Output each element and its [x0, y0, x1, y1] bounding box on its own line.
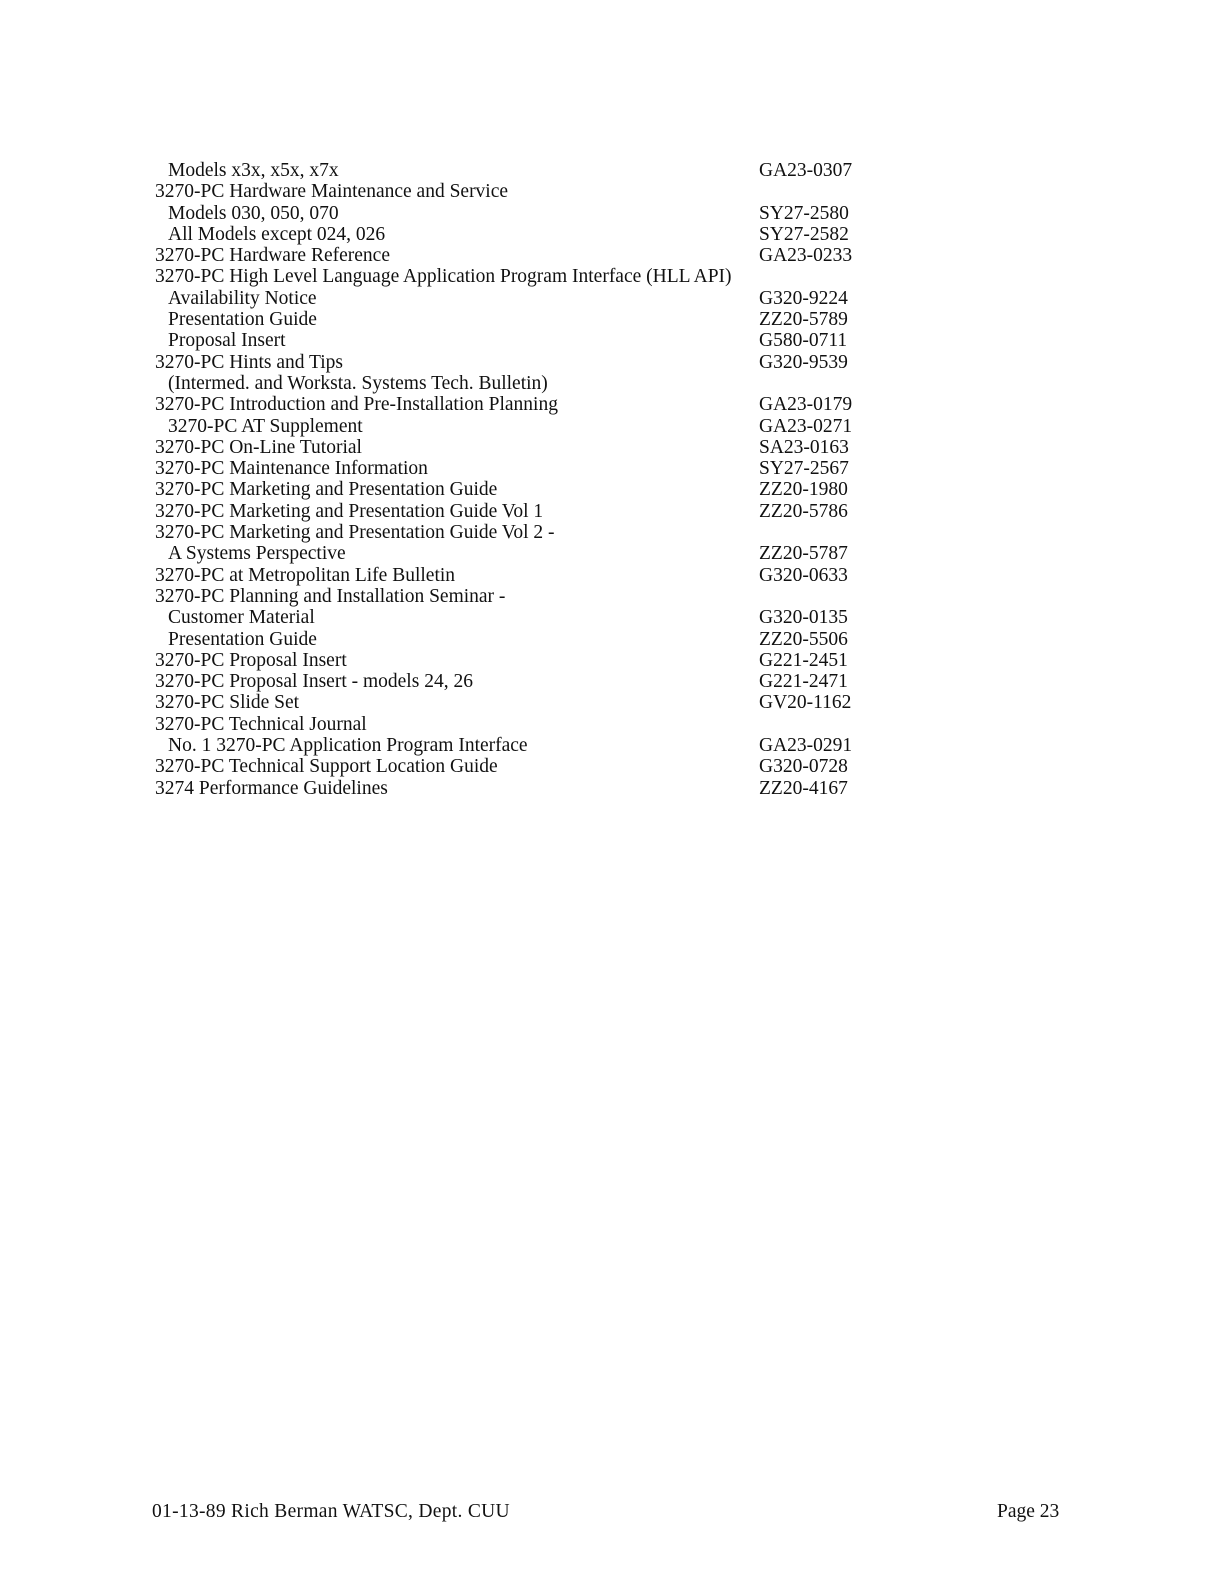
publication-title: No. 1 3270-PC Application Program Interface	[168, 735, 528, 757]
publication-code: SY27-2582	[759, 223, 849, 245]
publication-code: G320-0633	[759, 564, 848, 586]
publication-row	[155, 522, 875, 543]
publication-row	[155, 714, 875, 735]
publication-title: Customer Material	[168, 607, 315, 629]
publication-row	[155, 565, 875, 586]
publication-row	[155, 203, 875, 224]
publication-row	[155, 458, 875, 479]
publication-row	[155, 650, 875, 671]
publication-title: 3270-PC Marketing and Presentation Guide Vol 2 -	[155, 522, 555, 544]
publication-code: GA23-0307	[759, 160, 853, 181]
publication-title: 3270-PC Hardware Maintenance and Service	[155, 181, 509, 203]
publication-row	[155, 309, 875, 330]
publication-title: All Models except 024, 026	[168, 223, 386, 245]
page-number: Page 23	[997, 1501, 1060, 1522]
publication-code: G320-0728	[759, 756, 848, 778]
publication-title: (Intermed. and Worksta. Systems Tech. Bulletin)	[168, 372, 548, 394]
publication-code: SY27-2580	[759, 202, 849, 224]
publication-code: G320-9539	[759, 351, 848, 373]
publication-title: 3270-PC Technical Journal	[155, 713, 367, 735]
publication-row	[155, 543, 875, 564]
publication-title: 3270-PC High Level Language Application Program Interface (HLL API)	[155, 266, 732, 288]
publication-row	[155, 373, 875, 394]
publication-title: 3274 Performance Guidelines	[155, 777, 388, 799]
publication-title: Proposal Insert	[168, 330, 286, 352]
publication-row	[155, 735, 875, 756]
publication-row	[155, 416, 875, 437]
publication-title: Presentation Guide	[168, 309, 317, 331]
publication-title: 3270-PC Marketing and Presentation Guide Vol 1	[155, 500, 544, 522]
publication-row	[155, 437, 875, 458]
publication-row	[155, 352, 875, 373]
publication-row	[155, 288, 875, 309]
publication-title: A Systems Perspective	[168, 543, 346, 565]
publication-row	[155, 671, 875, 692]
publication-list	[155, 160, 875, 799]
publication-code: GA23-0233	[759, 245, 853, 267]
publication-code: ZZ20-5789	[759, 309, 848, 331]
publication-title: Models x3x, x5x, x7x	[168, 160, 339, 181]
publication-code: GA23-0291	[759, 735, 853, 757]
publication-code: ZZ20-1980	[759, 479, 848, 501]
publication-row	[155, 330, 875, 351]
publication-title: 3270-PC Technical Support Location Guide	[155, 756, 498, 778]
publication-title: 3270-PC Marketing and Presentation Guide	[155, 479, 498, 501]
publication-row	[155, 501, 875, 522]
publication-code: G580-0711	[759, 330, 848, 352]
publication-row	[155, 394, 875, 415]
publication-title: 3270-PC Planning and Installation Seminar -	[155, 585, 506, 607]
publication-row	[155, 756, 875, 777]
publication-title: Models 030, 050, 070	[168, 202, 339, 224]
publication-code: SA23-0163	[759, 436, 849, 458]
publication-title: 3270-PC AT Supplement	[168, 415, 363, 437]
publication-row	[155, 245, 875, 266]
publication-row	[155, 586, 875, 607]
publication-title: 3270-PC Proposal Insert - models 24, 26	[155, 671, 473, 693]
publication-code: ZZ20-4167	[759, 777, 848, 799]
publication-code: ZZ20-5787	[759, 543, 848, 565]
publication-row	[155, 266, 875, 287]
publication-code: G320-0135	[759, 607, 848, 629]
publication-title: 3270-PC Hardware Reference	[155, 245, 390, 267]
publication-title: 3270-PC at Metropolitan Life Bulletin	[155, 564, 456, 586]
publication-row	[155, 479, 875, 500]
publication-code: ZZ20-5506	[759, 628, 848, 650]
publication-title: Presentation Guide	[168, 628, 317, 650]
publication-title: 3270-PC Introduction and Pre-Installation Planning	[155, 394, 558, 416]
publication-code: G221-2471	[759, 671, 848, 693]
publication-row	[155, 607, 875, 628]
publication-title: 3270-PC Maintenance Information	[155, 458, 428, 480]
publication-row	[155, 224, 875, 245]
publication-row	[155, 692, 875, 713]
publication-title: 3270-PC On-Line Tutorial	[155, 436, 362, 458]
publication-row	[155, 181, 875, 202]
publication-row	[155, 629, 875, 650]
footer-author-date: 01-13-89 Rich Berman WATSC, Dept. CUU	[152, 1501, 510, 1522]
publication-code: G320-9224	[759, 287, 848, 309]
publication-row	[155, 778, 875, 799]
publication-code: GV20-1162	[759, 692, 852, 714]
publication-code: G221-2451	[759, 649, 848, 671]
publication-title: 3270-PC Proposal Insert	[155, 649, 347, 671]
publication-code: SY27-2567	[759, 458, 849, 480]
publication-code: GA23-0179	[759, 394, 853, 416]
publication-code: GA23-0271	[759, 415, 853, 437]
publication-code: ZZ20-5786	[759, 500, 848, 522]
publication-row	[155, 160, 875, 181]
publication-title: Availability Notice	[168, 287, 317, 309]
publication-title: 3270-PC Slide Set	[155, 692, 300, 714]
publication-title: 3270-PC Hints and Tips	[155, 351, 344, 373]
